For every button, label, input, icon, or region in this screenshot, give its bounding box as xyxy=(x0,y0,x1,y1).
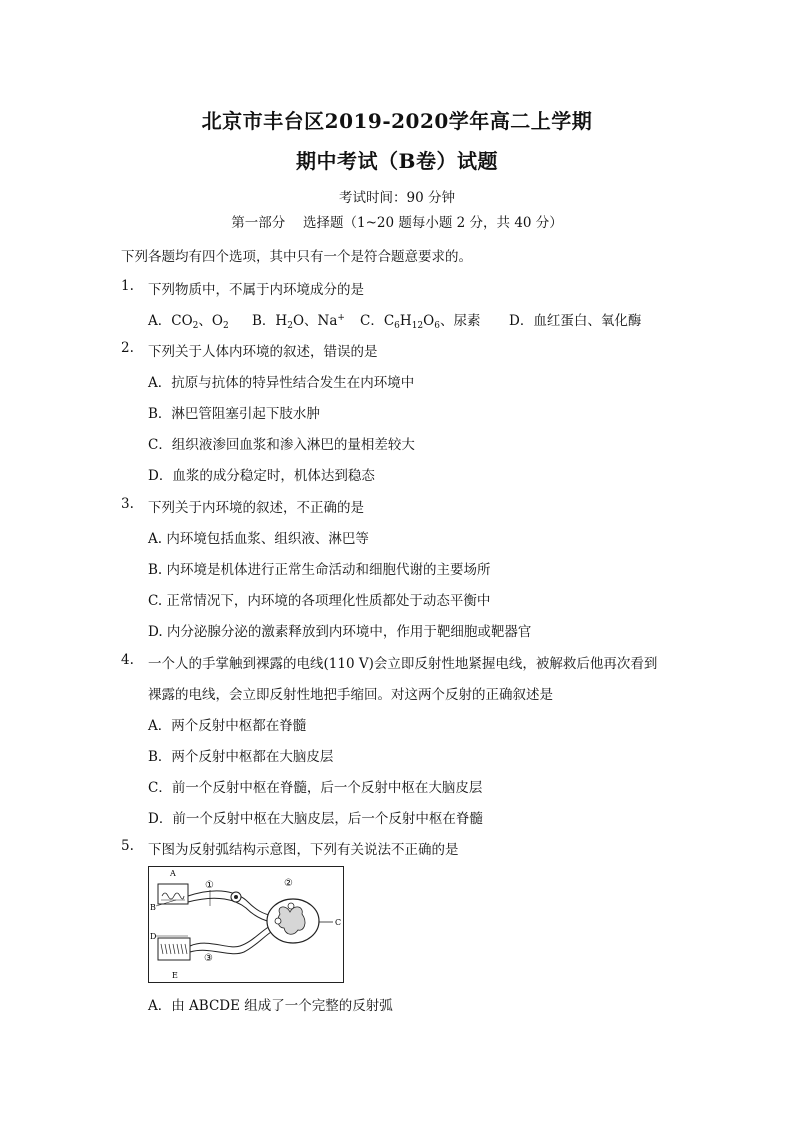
question-number: 5. xyxy=(121,838,134,854)
question-number: 2. xyxy=(121,340,134,356)
option-b: B．两个反射中枢都在大脑皮层 xyxy=(148,749,334,765)
option-c: C．组织液渗回血浆和渗入淋巴的量相差较大 xyxy=(148,437,415,453)
question-stem-line-1: 一个人的手掌触到裸露的电线(110 V)会立即反射性地紧握电线，被解救后他再次看到 xyxy=(148,656,658,672)
option-b: B．淋巴管阻塞引起下肢水肿 xyxy=(148,406,320,422)
label-b: B xyxy=(150,903,156,912)
option-b: B．$H_2O$、Na+ xyxy=(252,313,345,331)
title-line-1: 北京市丰台区2019-2020学年高二上学期 xyxy=(201,109,593,133)
question-number: 4. xyxy=(121,652,134,668)
label-2: ② xyxy=(284,878,293,889)
option-d: D．血浆的成分稳定时，机体达到稳态 xyxy=(148,468,375,484)
label-3: ③ xyxy=(204,953,213,964)
option-c: C．$C_6H_{12}O_6$、尿素 xyxy=(360,313,481,331)
question-number: 3. xyxy=(121,496,134,512)
label-1: ① xyxy=(205,880,214,891)
reflex-arc-diagram xyxy=(148,866,344,983)
option-a: A．抗原与抗体的特异性结合发生在内环境中 xyxy=(148,375,415,391)
question-number: 1. xyxy=(121,278,134,294)
title-line-2: 期中考试（B卷）试题 xyxy=(296,149,498,173)
question-stem: 下列关于人体内环境的叙述，错误的是 xyxy=(148,344,378,360)
label-d: D xyxy=(150,932,157,941)
question-stem: 下图为反射弧结构示意图，下列有关说法不正确的是 xyxy=(148,842,459,858)
question-stem: 下列关于内环境的叙述，不正确的是 xyxy=(148,500,364,516)
option-a: A．由 ABCDE 组成了一个完整的反射弧 xyxy=(148,998,393,1014)
option-c: C. 正常情况下，内环境的各项理化性质都处于动态平衡中 xyxy=(148,593,491,609)
label-a: A xyxy=(170,869,176,878)
exam-time: 考试时间：90 分钟 xyxy=(339,190,455,206)
option-a: A．$CO_2$、$O_2$ xyxy=(148,313,229,331)
option-d: D. 内分泌腺分泌的激素释放到内环境中，作用于靶细胞或靶器官 xyxy=(148,624,532,640)
option-d: D．前一个反射中枢在大脑皮层，后一个反射中枢在脊髓 xyxy=(148,811,483,827)
label-c: C xyxy=(335,918,342,927)
option-b: B. 内环境是机体进行正常生命活动和细胞代谢的主要场所 xyxy=(148,562,491,578)
question-stem: 下列物质中，不属于内环境成分的是 xyxy=(148,282,364,298)
label-e: E xyxy=(172,971,178,980)
instruction: 下列各题均有四个选项，其中只有一个是符合题意要求的。 xyxy=(121,249,472,265)
option-d: D．血红蛋白、氧化酶 xyxy=(509,313,642,329)
option-a: A．两个反射中枢都在脊髓 xyxy=(148,718,307,734)
option-a: A. 内环境包括血浆、组织液、淋巴等 xyxy=(148,531,369,547)
option-c: C．前一个反射中枢在脊髓，后一个反射中枢在大脑皮层 xyxy=(148,780,483,796)
section-heading: 第一部分 选择题（1~20 题每小题 2 分，共 40 分） xyxy=(231,215,563,231)
question-stem-line-2: 裸露的电线，会立即反射性地把手缩回。对这两个反射的正确叙述是 xyxy=(148,687,553,703)
